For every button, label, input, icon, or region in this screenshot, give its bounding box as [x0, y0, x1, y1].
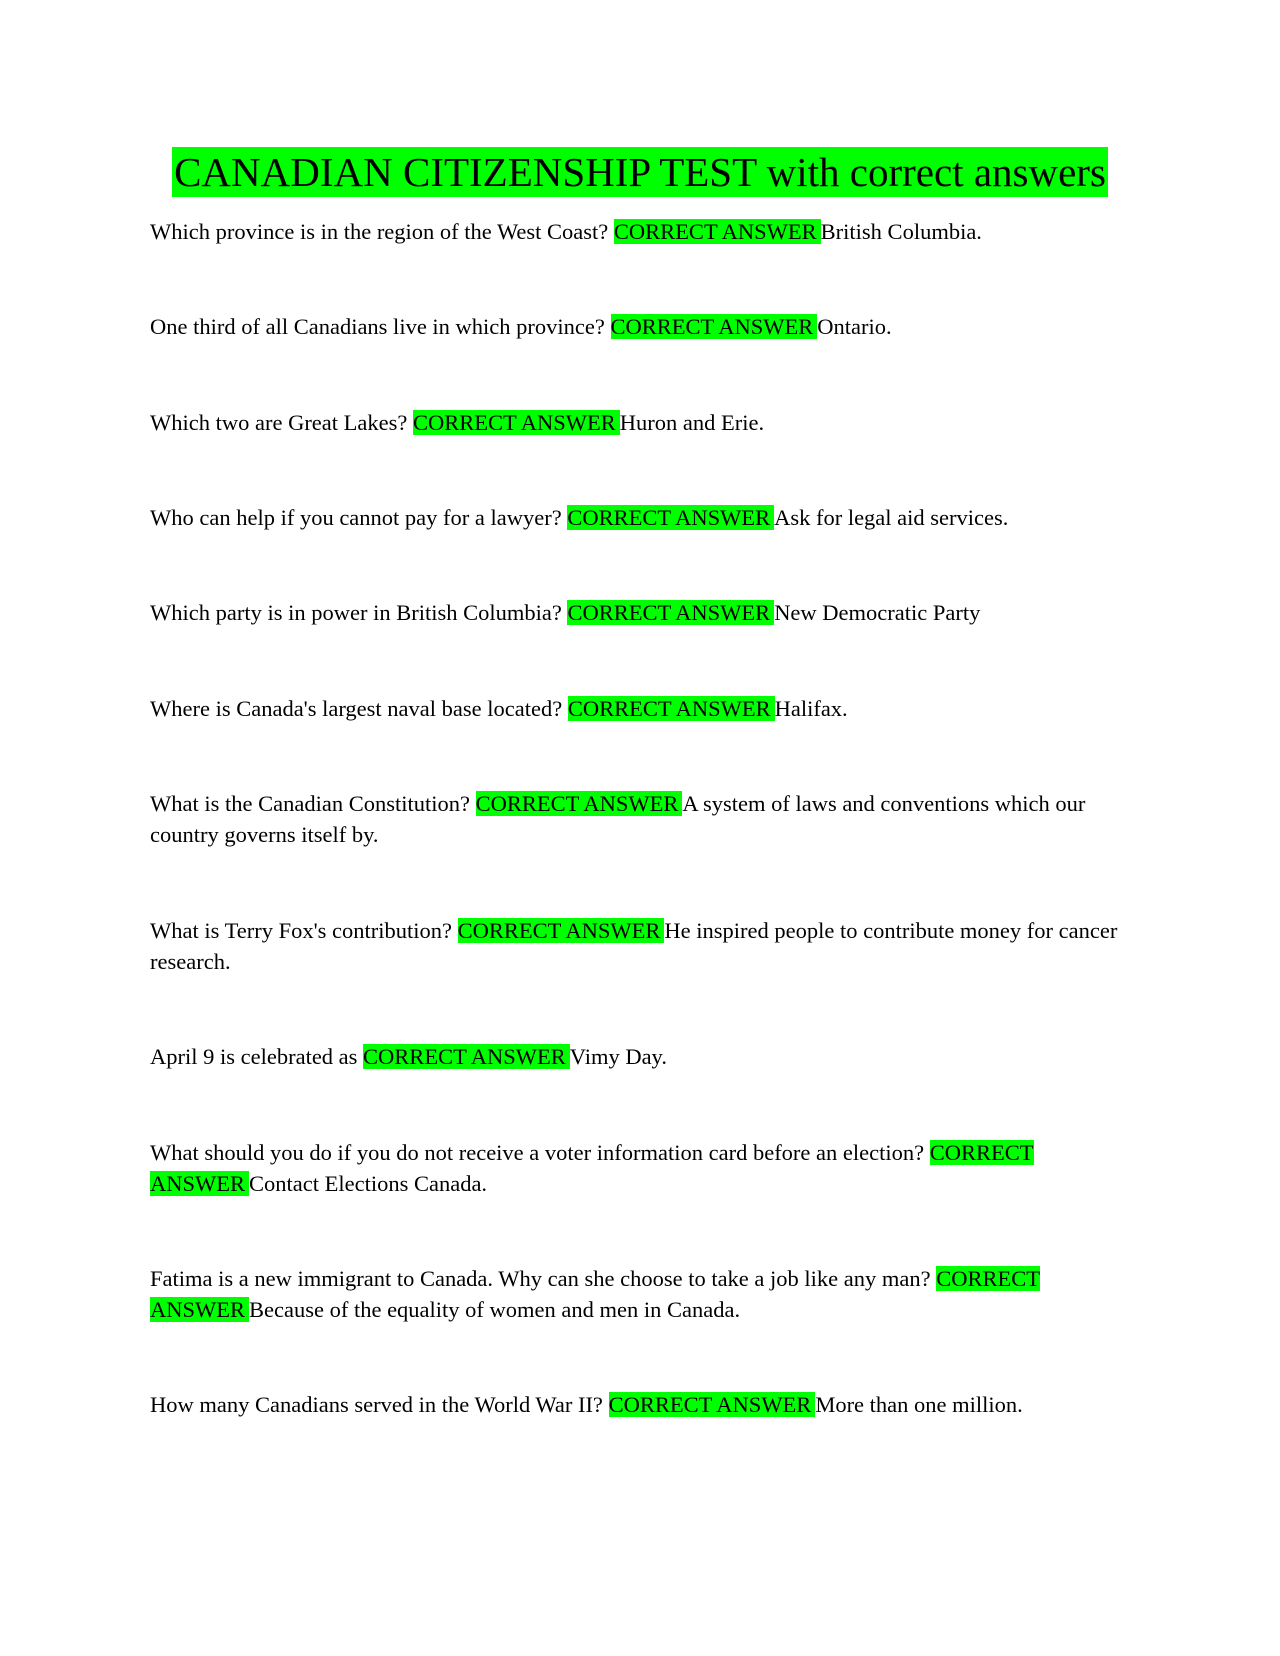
answer-text: Huron and Erie. [619, 410, 765, 435]
question-text: Which two are Great Lakes? [150, 410, 413, 435]
qa-item-9 [150, 1041, 1140, 1072]
correct-answer-label: CORRECT ANSWER [611, 314, 818, 339]
answer-text: Contact Elections Canada. [249, 1171, 488, 1196]
qa-item-2 [150, 311, 1140, 342]
question-text: What is Terry Fox's contribution? [150, 918, 458, 943]
qa-item-7 [150, 788, 1140, 850]
question-text: What should you do if you do not receive a voter information card before an election? [150, 1140, 930, 1165]
question-text: Which party is in power in British Columbia? [150, 600, 568, 625]
answer-text: More than one million. [815, 1392, 1023, 1417]
correct-answer-label: CORRECT ANSWER [568, 696, 775, 721]
correct-answer-label: CORRECT ANSWER [476, 791, 683, 816]
qa-item-11 [150, 1263, 1140, 1325]
answer-text: Ask for legal aid services. [774, 505, 1009, 530]
correct-answer-label: CORRECT ANSWER [609, 1392, 816, 1417]
answer-text: He inspired people to contribute money for cancer research. [150, 918, 1118, 974]
question-text: How many Canadians served in the World War II? [150, 1392, 609, 1417]
page-title: CANADIAN CITIZENSHIP TEST with correct answers [174, 149, 1106, 195]
correct-answer-label: CORRECT ANSWER [458, 918, 665, 943]
qa-item-3 [150, 407, 1140, 438]
question-text: April 9 is celebrated as [150, 1044, 364, 1069]
qa-item-8 [150, 915, 1140, 977]
correct-answer-label: CORRECT ANSWER [363, 1044, 570, 1069]
answer-text: Ontario. [817, 314, 892, 339]
question-text: What is the Canadian Constitution? [150, 791, 476, 816]
qa-item-10 [150, 1137, 1140, 1199]
answer-text: A system of laws and conventions which our country governs itself by. [150, 791, 1086, 847]
correct-answer-label: CORRECT ANSWER [413, 410, 620, 435]
question-text: Where is Canada's largest naval base located? [150, 696, 568, 721]
qa-item-1 [150, 216, 1140, 247]
correct-answer-label: CORRECT ANSWER [614, 219, 821, 244]
correct-answer-label: CORRECT ANSWER [150, 1140, 1034, 1196]
question-text: One third of all Canadians live in which province? [150, 314, 611, 339]
qa-item-5 [150, 597, 1140, 628]
correct-answer-label: CORRECT ANSWER [150, 1266, 1041, 1322]
answer-text: Because of the equality of women and men in Canada. [249, 1297, 741, 1322]
answer-text: British Columbia. [820, 219, 982, 244]
answer-text: New Democratic Party [774, 600, 981, 625]
answer-text: Vimy Day. [569, 1044, 667, 1069]
correct-answer-label: CORRECT ANSWER [567, 600, 774, 625]
correct-answer-label: CORRECT ANSWER [567, 505, 774, 530]
question-text: Fatima is a new immigrant to Canada. Why can she choose to take a job like any man? [150, 1266, 937, 1291]
qa-item-4 [150, 502, 1140, 533]
answer-text: Halifax. [774, 696, 848, 721]
question-text: Which province is in the region of the West Coast? [150, 219, 614, 244]
qa-item-6 [150, 693, 1140, 724]
qa-item-12 [150, 1389, 1140, 1420]
title-container [0, 147, 1280, 197]
question-text: Who can help if you cannot pay for a lawyer? [150, 505, 568, 530]
